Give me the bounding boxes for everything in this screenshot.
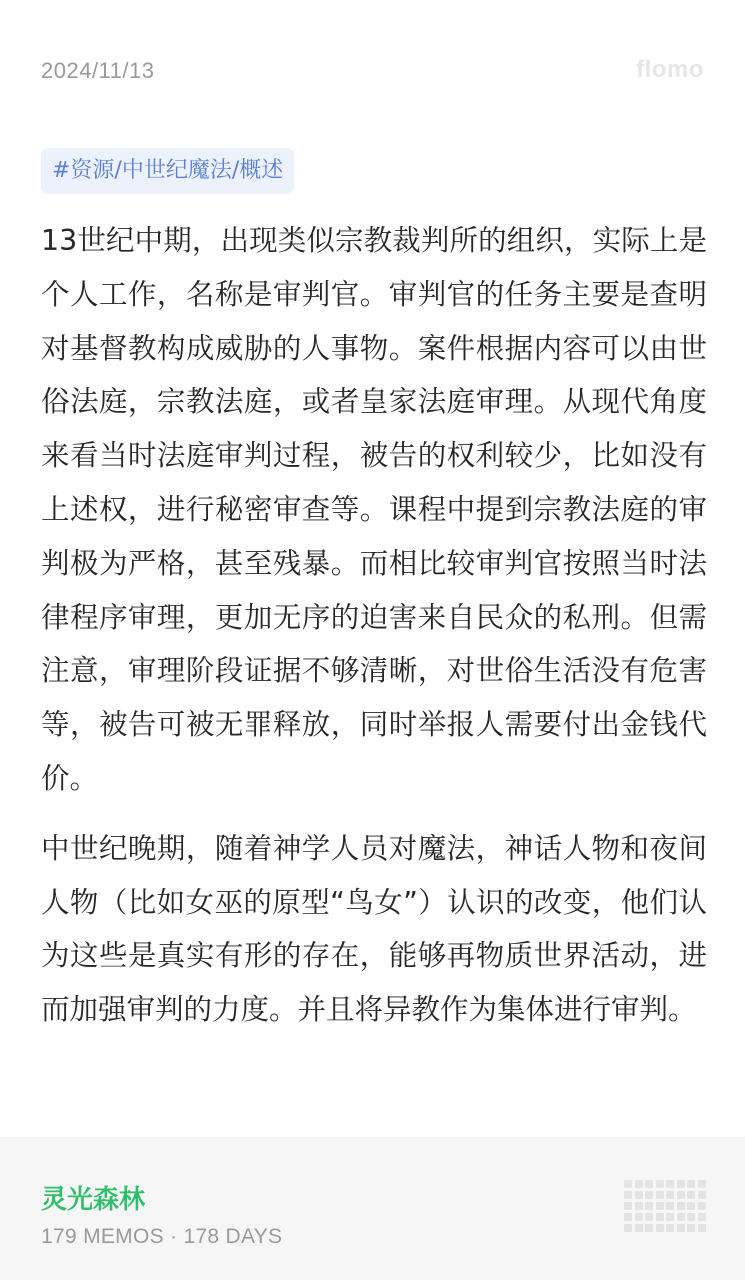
heatmap-cell [687, 1202, 695, 1210]
heatmap-cell [645, 1202, 653, 1210]
heatmap-cell [645, 1224, 653, 1232]
heatmap-cell [624, 1213, 632, 1221]
heatmap-cell [677, 1191, 685, 1199]
heatmap-cell [645, 1180, 653, 1188]
memo-tag[interactable]: #资源/中世纪魔法/概述 [41, 148, 294, 194]
heatmap-cell [656, 1202, 664, 1210]
heatmap-cell [666, 1191, 674, 1199]
heatmap-cell [666, 1213, 674, 1221]
heatmap-cell [635, 1202, 643, 1210]
memo-paragraph: 中世纪晚期，随着神学人员对魔法，神话人物和夜间人物（比如女巫的原型“鸟女”）认识的改变，他们认为这些是真实有形的存在，能够再物质世界活动，进而加强审判的力度。并且将异教作为集体进行审判。 [41, 831, 707, 1027]
heatmap-cell [656, 1224, 664, 1232]
heatmap-cell [656, 1180, 664, 1188]
heatmap-cell [666, 1202, 674, 1210]
author-name: 灵光森林 [41, 1185, 146, 1215]
memo-date: 2024/11/13 [41, 58, 155, 83]
heatmap-cell [635, 1213, 643, 1221]
flomo-logo: flomo [636, 56, 704, 83]
heatmap-cell [687, 1191, 695, 1199]
heatmap-cell [687, 1224, 695, 1232]
heatmap-cell [677, 1180, 685, 1188]
heatmap-cell [645, 1191, 653, 1199]
heatmap-cell [645, 1213, 653, 1221]
heatmap-cell [666, 1180, 674, 1188]
heatmap-cell [656, 1213, 664, 1221]
memo-content [41, 214, 707, 1053]
heatmap-cell [624, 1202, 632, 1210]
heatmap-cell [698, 1202, 706, 1210]
heatmap-cell [687, 1180, 695, 1188]
heatmap-cell [687, 1213, 695, 1221]
heatmap-cell [698, 1224, 706, 1232]
heatmap-cell [698, 1191, 706, 1199]
heatmap-cell [677, 1213, 685, 1221]
heatmap-cell [698, 1213, 706, 1221]
heatmap-cell [624, 1191, 632, 1199]
activity-heatmap-icon [624, 1180, 706, 1238]
memo-paragraph: 13世纪中期，出现类似宗教裁判所的组织，实际上是个人工作，名称是审判官。审判官的任务主要是查明对基督教构成威胁的人事物。案件根据内容可以由世俗法庭，宗教法庭，或者皇家法庭审理。从现代角度来看当时法庭审判过程，被告的权利较少，比如没有上述权，进行秘密审查等。课程中提到宗教法庭的审判极为严格，甚至残暴。而相比较审判官按照当时法律程序审理，更加无序的迫害来自民众的私刑。但需注意，审理阶段证据不够清晰，对世俗生活没有危害等，被告可被无罪释放，同时举报人需要付出金钱代价。 [41, 224, 707, 795]
memo-footer [0, 1137, 745, 1280]
heatmap-cell [635, 1180, 643, 1188]
memo-stats: 179 MEMOS · 178 DAYS [41, 1225, 283, 1248]
heatmap-cell [624, 1224, 632, 1232]
heatmap-cell [635, 1224, 643, 1232]
heatmap-cell [677, 1224, 685, 1232]
heatmap-cell [624, 1180, 632, 1188]
heatmap-cell [656, 1191, 664, 1199]
heatmap-cell [666, 1224, 674, 1232]
heatmap-cell [698, 1180, 706, 1188]
heatmap-cell [677, 1202, 685, 1210]
heatmap-cell [635, 1191, 643, 1199]
